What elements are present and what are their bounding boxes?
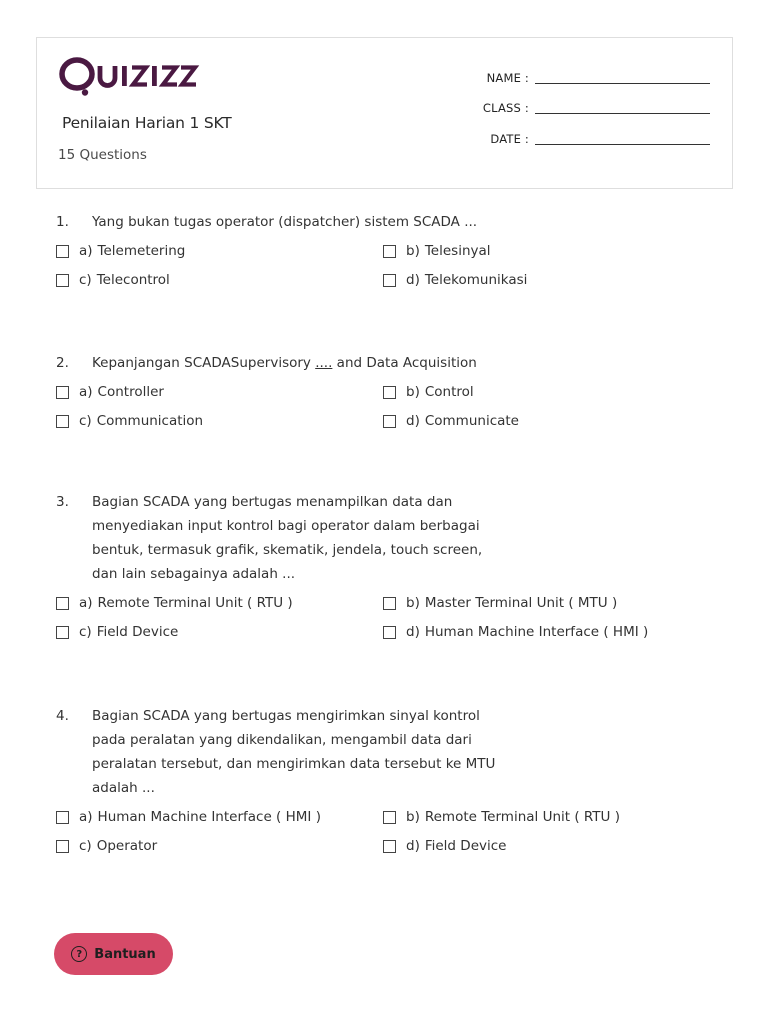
checkbox[interactable] bbox=[56, 597, 69, 610]
name-label: NAME : bbox=[486, 71, 529, 85]
quizizz-logo bbox=[58, 54, 233, 98]
name-field bbox=[449, 71, 710, 85]
question-3 bbox=[56, 490, 706, 644]
checkbox[interactable] bbox=[56, 245, 69, 258]
option-a[interactable]: a) Remote Terminal Unit ( RTU ) bbox=[56, 591, 383, 615]
checkbox[interactable] bbox=[383, 415, 396, 428]
date-label: DATE : bbox=[490, 132, 529, 146]
question-1 bbox=[56, 210, 706, 292]
date-line bbox=[535, 144, 710, 145]
option-d[interactable]: d) Field Device bbox=[383, 834, 710, 858]
worksheet-header bbox=[36, 37, 733, 189]
option-b[interactable]: b) Master Terminal Unit ( MTU ) bbox=[383, 591, 710, 615]
option-a[interactable]: a) Human Machine Interface ( HMI ) bbox=[56, 805, 383, 829]
question-circle-icon: ? bbox=[71, 946, 87, 962]
question-number: 1. bbox=[56, 214, 69, 230]
question-number: 4. bbox=[56, 708, 69, 724]
checkbox[interactable] bbox=[56, 811, 69, 824]
question-number: 2. bbox=[56, 355, 69, 371]
checkbox[interactable] bbox=[383, 626, 396, 639]
class-field bbox=[449, 101, 710, 115]
option-c[interactable]: c) Communication bbox=[56, 409, 383, 433]
name-line bbox=[535, 83, 710, 84]
question-text: Bagian SCADA yang bertugas menampilkan data dan menyediakan input kontrol bagi operator dalam berbagai bentuk, termasuk grafik, skematik, jendela, touch screen, dan lain sebagainya adalah ... bbox=[92, 494, 483, 582]
question-text: Bagian SCADA yang bertugas mengirimkan sinyal kontrol pada peralatan yang dikendalikan, mengambil data dari peralatan tersebut, dan mengirimkan data tersebut ke MTU adalah ... bbox=[92, 708, 496, 796]
checkbox[interactable] bbox=[56, 840, 69, 853]
option-b[interactable]: b) Telesinyal bbox=[383, 239, 710, 263]
help-label: Bantuan bbox=[94, 946, 156, 962]
option-d[interactable]: d) Communicate bbox=[383, 409, 710, 433]
question-text: Kepanjangan SCADASupervisory .... and Data Acquisition bbox=[92, 355, 477, 371]
option-b[interactable]: b) Remote Terminal Unit ( RTU ) bbox=[383, 805, 710, 829]
checkbox[interactable] bbox=[56, 274, 69, 287]
question-number: 3. bbox=[56, 494, 69, 510]
checkbox[interactable] bbox=[383, 386, 396, 399]
question-4 bbox=[56, 704, 706, 858]
option-c[interactable]: c) Operator bbox=[56, 834, 383, 858]
checkbox[interactable] bbox=[383, 840, 396, 853]
checkbox[interactable] bbox=[56, 386, 69, 399]
quiz-title: Penilaian Harian 1 SKT bbox=[62, 114, 232, 132]
checkbox[interactable] bbox=[383, 597, 396, 610]
help-button[interactable] bbox=[54, 933, 173, 975]
option-a[interactable]: a) Controller bbox=[56, 380, 383, 404]
date-field bbox=[449, 132, 710, 146]
question-text: Yang bukan tugas operator (dispatcher) sistem SCADA ... bbox=[92, 214, 478, 230]
option-d[interactable]: d) Human Machine Interface ( HMI ) bbox=[383, 620, 710, 644]
option-c[interactable]: c) Telecontrol bbox=[56, 268, 383, 292]
answer-blank: .... bbox=[315, 355, 333, 371]
option-a[interactable]: a) Telemetering bbox=[56, 239, 383, 263]
option-c[interactable]: c) Field Device bbox=[56, 620, 383, 644]
checkbox[interactable] bbox=[56, 415, 69, 428]
checkbox[interactable] bbox=[56, 626, 69, 639]
class-line bbox=[535, 113, 710, 114]
checkbox[interactable] bbox=[383, 245, 396, 258]
checkbox[interactable] bbox=[383, 811, 396, 824]
question-count: 15 Questions bbox=[58, 147, 147, 163]
question-2 bbox=[56, 351, 706, 433]
option-b[interactable]: b) Control bbox=[383, 380, 710, 404]
checkbox[interactable] bbox=[383, 274, 396, 287]
option-d[interactable]: d) Telekomunikasi bbox=[383, 268, 710, 292]
class-label: CLASS : bbox=[482, 101, 529, 115]
